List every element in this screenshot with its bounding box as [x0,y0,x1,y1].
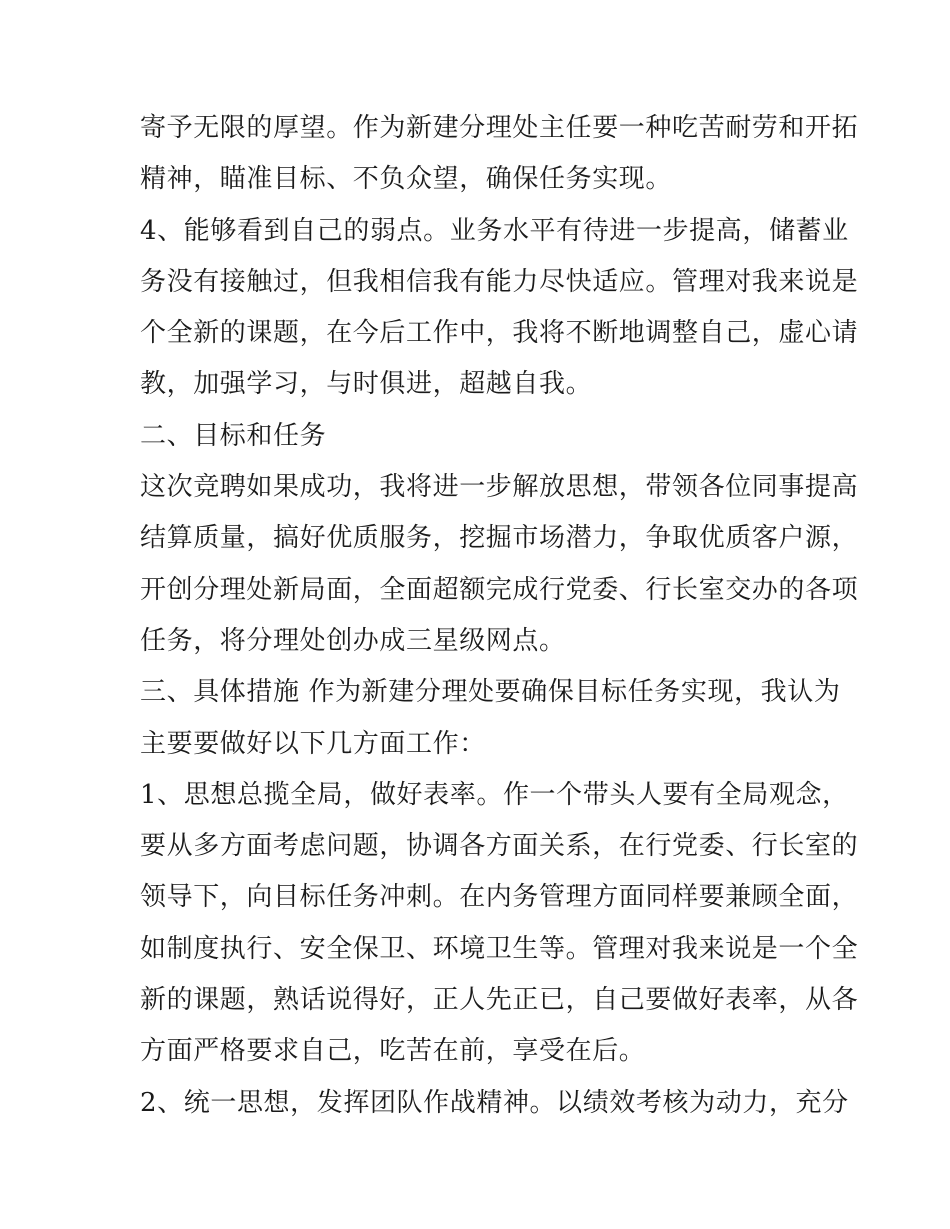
text-line: 开创分理处新局面，全面超额完成行党委、行长室交办的各项 [140,574,859,605]
text-line: 这次竞聘如果成功，我将进一步解放思想，带领各位同事提高 [140,472,859,503]
text-line: 结算质量，搞好优质服务，挖掘市场潜力，争取优质客户源， [140,523,859,554]
text-line: 精神，瞄准目标、不负众望，确保任务实现。 [140,164,673,195]
text-line: 个全新的课题，在今后工作中，我将不断地调整自己，虚心请 [140,318,859,349]
text-line: 如制度执行、安全保卫、环境卫生等。管理对我来说是一个全 [140,933,859,964]
text-line: 新的课题，熟话说得好，正人先正已，自己要做好表率，从各 [140,985,859,1016]
text-line: 任务，将分理处创办成三星级网点。 [140,625,566,656]
text-line: 4、能够看到自己的弱点。业务水平有待进一步提高，储蓄业 [140,215,849,246]
text-line: 方面严格要求自己，吃苦在前，享受在后。 [140,1036,646,1067]
text-line: 务没有接触过，但我相信我有能力尽快适应。管理对我来说是 [140,266,859,297]
text-line: 教，加强学习，与时俱进，超越自我。 [140,369,593,400]
text-line: 主要要做好以下几方面工作： [140,728,486,759]
text-line: 2、统一思想，发挥团队作战精神。以绩效考核为动力，充分 [140,1087,849,1118]
section-heading: 二、目标和任务 [140,420,327,451]
text-line: 领导下，向目标任务冲刺。在内务管理方面同样要兼顾全面， [140,882,859,913]
text-line: 寄予无限的厚望。作为新建分理处主任要一种吃苦耐劳和开拓 [140,113,859,143]
document-body [140,103,859,1129]
text-line: 要从多方面考虑问题，协调各方面关系，在行党委、行长室的 [140,831,859,862]
section-heading: 三、具体措施 作为新建分理处要确保目标任务实现，我认为 [140,677,841,708]
text-line: 1、思想总揽全局，做好表率。作一个带头人要有全局观念， [140,779,849,810]
